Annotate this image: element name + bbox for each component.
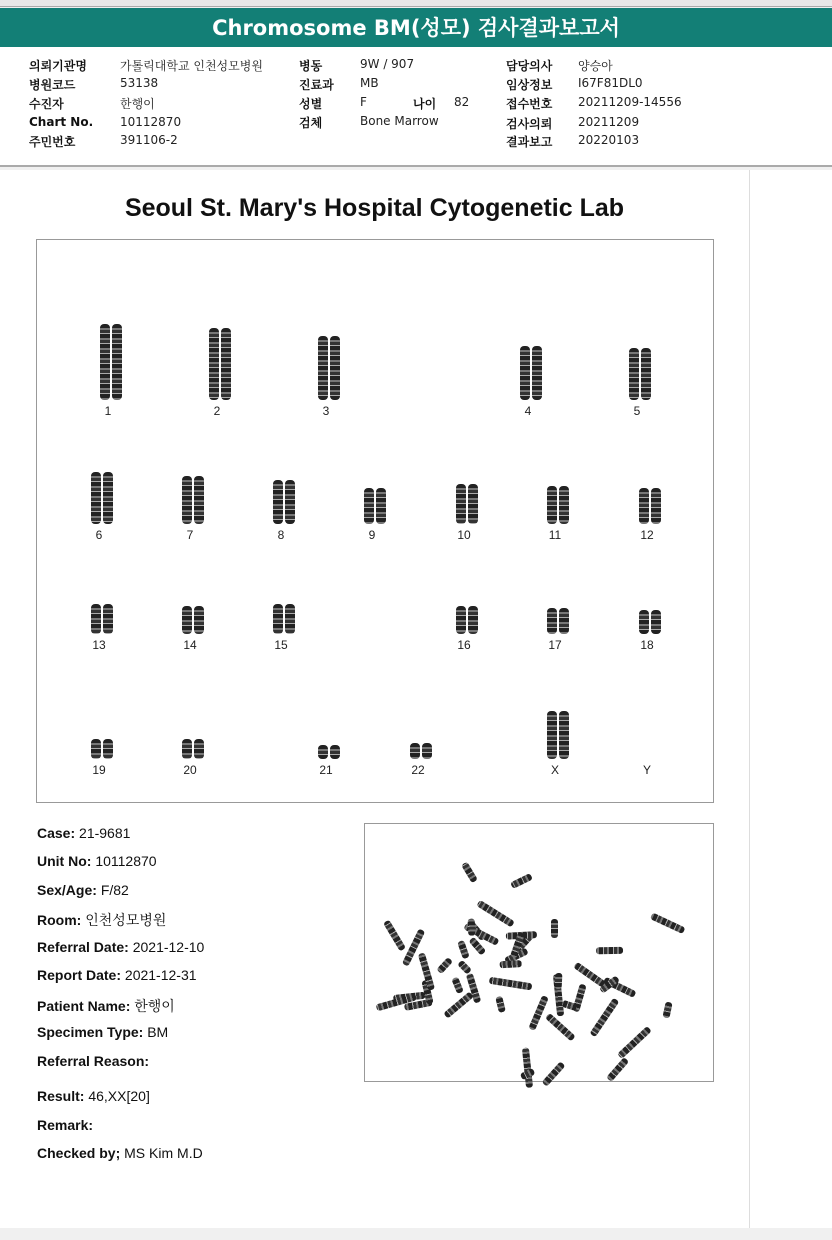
chromosome-10 — [468, 484, 478, 524]
report-field — [37, 996, 175, 1016]
chromosome-18 — [639, 610, 649, 634]
chromosome-11 — [547, 486, 557, 524]
chromosome-label: 9 — [368, 528, 376, 542]
info-label: 병동 — [299, 59, 323, 73]
info-label: 주민번호 — [29, 135, 76, 149]
chromosome-label: X — [550, 763, 559, 777]
info-label: 임상정보 — [506, 78, 553, 92]
info-label: 접수번호 — [506, 97, 553, 111]
info-value: F — [360, 95, 367, 109]
right-margin — [750, 170, 832, 1228]
chromosome-21 — [318, 745, 328, 759]
field-value: 2021-12-10 — [132, 939, 205, 955]
report-field — [37, 939, 204, 955]
chromosome-X — [559, 711, 569, 759]
info-label: 성별 — [299, 97, 323, 111]
chromosome-8 — [285, 480, 295, 524]
chromosome-15 — [285, 604, 295, 634]
chromosome-label: 15 — [274, 638, 288, 652]
chromosome-13 — [91, 604, 101, 634]
field-label: Result: — [37, 1088, 85, 1104]
metaphase-chromosome — [595, 947, 622, 954]
chromosome-label: 4 — [524, 404, 532, 418]
patient-info-panel — [0, 47, 832, 167]
metaphase-chromosome — [551, 919, 558, 938]
info-label: 담당의사 — [506, 59, 553, 73]
chromosome-X — [547, 711, 557, 759]
chromosome-21 — [330, 745, 340, 759]
report-title-banner: Chromosome BM(성모) 검사결과보고서 — [0, 8, 832, 47]
report-field — [37, 1117, 93, 1133]
chromosome-label: 6 — [95, 528, 103, 542]
info-value: I67F81DL0 — [578, 76, 643, 90]
report-field — [37, 1053, 149, 1069]
lab-title: Seoul St. Mary's Hospital Cytogenetic Lab — [124, 194, 625, 222]
info-label: 수진자 — [29, 97, 64, 111]
chromosome-3 — [330, 336, 340, 400]
field-value: 46,XX[20] — [88, 1088, 150, 1104]
chromosome-4 — [532, 346, 542, 400]
metaphase-chromosome — [495, 996, 506, 1014]
chromosome-6 — [91, 472, 101, 524]
field-value: 2021-12-31 — [124, 967, 197, 983]
chromosome-label: 11 — [548, 528, 562, 542]
chromosome-1 — [100, 324, 110, 400]
info-value: 9W / 907 — [360, 57, 415, 71]
chromosome-7 — [182, 476, 192, 524]
metaphase-chromosome — [555, 973, 563, 990]
chromosome-10 — [456, 484, 466, 524]
report-field — [37, 910, 166, 930]
chromosome-4 — [520, 346, 530, 400]
chromosome-label: 8 — [277, 528, 285, 542]
report-field — [37, 1024, 168, 1040]
chromosome-label: 1 — [104, 404, 112, 418]
metaphase-chromosome — [499, 960, 522, 968]
info-value: 양승아 — [578, 59, 613, 73]
chromosome-label: 3 — [322, 404, 330, 418]
field-label: Referral Reason: — [37, 1053, 150, 1069]
chromosome-14 — [182, 606, 192, 634]
top-border — [0, 0, 832, 7]
info-value: 20211209-14556 — [578, 95, 682, 109]
metaphase-chromosome — [528, 996, 549, 1032]
field-value: 10112870 — [95, 853, 157, 869]
metaphase-chromosome — [451, 976, 464, 994]
field-label: Specimen Type: — [37, 1024, 144, 1040]
field-value: BM — [147, 1024, 169, 1040]
metaphase-chromosome — [617, 1026, 652, 1059]
chromosome-label: 16 — [457, 638, 471, 652]
metaphase-chromosome — [589, 998, 619, 1037]
chromosome-17 — [559, 608, 569, 634]
info-value: 391106-2 — [120, 133, 178, 147]
chromosome-22 — [410, 743, 420, 759]
report-field — [37, 1088, 150, 1104]
chromosome-17 — [547, 608, 557, 634]
info-value: 53138 — [120, 76, 159, 90]
metaphase-chromosome — [663, 1002, 673, 1020]
info-value: 한행이 — [120, 97, 155, 111]
field-label: Room: — [37, 912, 82, 928]
chromosome-label: 12 — [640, 528, 654, 542]
chromosome-9 — [364, 488, 374, 524]
chromosome-8 — [273, 480, 283, 524]
report-field — [37, 853, 157, 869]
metaphase-chromosome — [383, 919, 406, 951]
karyotype-report-page — [0, 170, 750, 1228]
chromosome-22 — [422, 743, 432, 759]
info-value: MB — [360, 76, 379, 90]
field-value: 한행이 — [134, 998, 175, 1014]
info-label: 의뢰기관명 — [29, 59, 87, 73]
report-field — [37, 882, 129, 898]
chromosome-label: Y — [642, 763, 651, 777]
info-label: Chart No. — [29, 115, 94, 129]
chromosome-20 — [182, 739, 192, 759]
chromosome-1 — [112, 324, 122, 400]
chromosome-2 — [209, 328, 219, 400]
chromosome-5 — [629, 348, 639, 400]
chromosome-label: 20 — [183, 763, 197, 777]
chromosome-label: 14 — [183, 638, 197, 652]
field-label: Report Date: — [37, 967, 122, 983]
chromosome-label: 7 — [186, 528, 194, 542]
chromosome-16 — [456, 606, 466, 634]
chromosome-15 — [273, 604, 283, 634]
field-label: Checked by; — [37, 1145, 121, 1161]
info-value: 가톨릭대학교 인천성모병원 — [120, 59, 263, 73]
field-label: Referral Date: — [37, 939, 129, 955]
metaphase-chromosome — [488, 977, 532, 991]
chromosome-6 — [103, 472, 113, 524]
chromosome-19 — [103, 739, 113, 759]
chromosome-20 — [194, 739, 204, 759]
metaphase-chromosome — [545, 1013, 575, 1041]
chromosome-16 — [468, 606, 478, 634]
chromosome-3 — [318, 336, 328, 400]
metaphase-image — [364, 823, 714, 1082]
field-value: F/82 — [100, 882, 129, 898]
karyogram — [36, 239, 714, 803]
field-value: 21-9681 — [79, 825, 131, 841]
report-field — [37, 967, 197, 983]
chromosome-12 — [651, 488, 661, 524]
metaphase-chromosome — [510, 873, 533, 889]
chromosome-label: 19 — [92, 763, 106, 777]
report-field — [37, 1145, 203, 1161]
chromosome-7 — [194, 476, 204, 524]
field-label: Unit No: — [37, 853, 92, 869]
info-label: 진료과 — [299, 78, 334, 92]
chromosome-12 — [639, 488, 649, 524]
info-value: 20211209 — [578, 115, 640, 129]
metaphase-chromosome — [468, 919, 476, 936]
chromosome-label: 18 — [640, 638, 654, 652]
info-value: 10112870 — [120, 115, 182, 129]
chromosome-label: 21 — [319, 763, 333, 777]
metaphase-chromosome — [458, 940, 470, 959]
info-label: 검체 — [299, 116, 323, 130]
metaphase-chromosome — [418, 953, 435, 991]
field-value: MS Kim M.D — [124, 1145, 203, 1161]
field-label: Remark: — [37, 1117, 94, 1133]
chromosome-label: 5 — [633, 404, 641, 418]
metaphase-chromosome — [436, 957, 453, 975]
metaphase-chromosome — [542, 1061, 566, 1087]
metaphase-chromosome — [606, 1057, 629, 1082]
age-value: 82 — [454, 95, 470, 109]
info-label: 검사의뢰 — [506, 117, 553, 131]
chromosome-5 — [641, 348, 651, 400]
report-field — [37, 825, 130, 841]
info-value: 20220103 — [578, 133, 640, 147]
chromosome-label: 10 — [457, 528, 471, 542]
field-label: Sex/Age: — [37, 882, 97, 898]
chromosome-11 — [559, 486, 569, 524]
chromosome-2 — [221, 328, 231, 400]
metaphase-chromosome — [649, 912, 685, 934]
chromosome-label: 13 — [92, 638, 106, 652]
field-label: Patient Name: — [37, 998, 131, 1014]
metaphase-chromosome — [461, 861, 478, 883]
chromosome-9 — [376, 488, 386, 524]
info-label: 결과보고 — [506, 135, 553, 149]
chromosome-label: 17 — [548, 638, 562, 652]
field-label: Case: — [37, 825, 76, 841]
chromosome-13 — [103, 604, 113, 634]
chromosome-label: 22 — [411, 763, 425, 777]
chromosome-18 — [651, 610, 661, 634]
chromosome-14 — [194, 606, 204, 634]
metaphase-chromosome — [443, 992, 474, 1019]
metaphase-chromosome — [476, 899, 515, 927]
info-label: 병원코드 — [29, 78, 76, 92]
field-value: 인천성모병원 — [85, 912, 167, 928]
age-label: 나이 — [413, 97, 437, 111]
info-value: Bone Marrow — [360, 114, 439, 128]
metaphase-chromosome — [573, 962, 606, 988]
chromosome-19 — [91, 739, 101, 759]
chromosome-label: 2 — [213, 404, 221, 418]
